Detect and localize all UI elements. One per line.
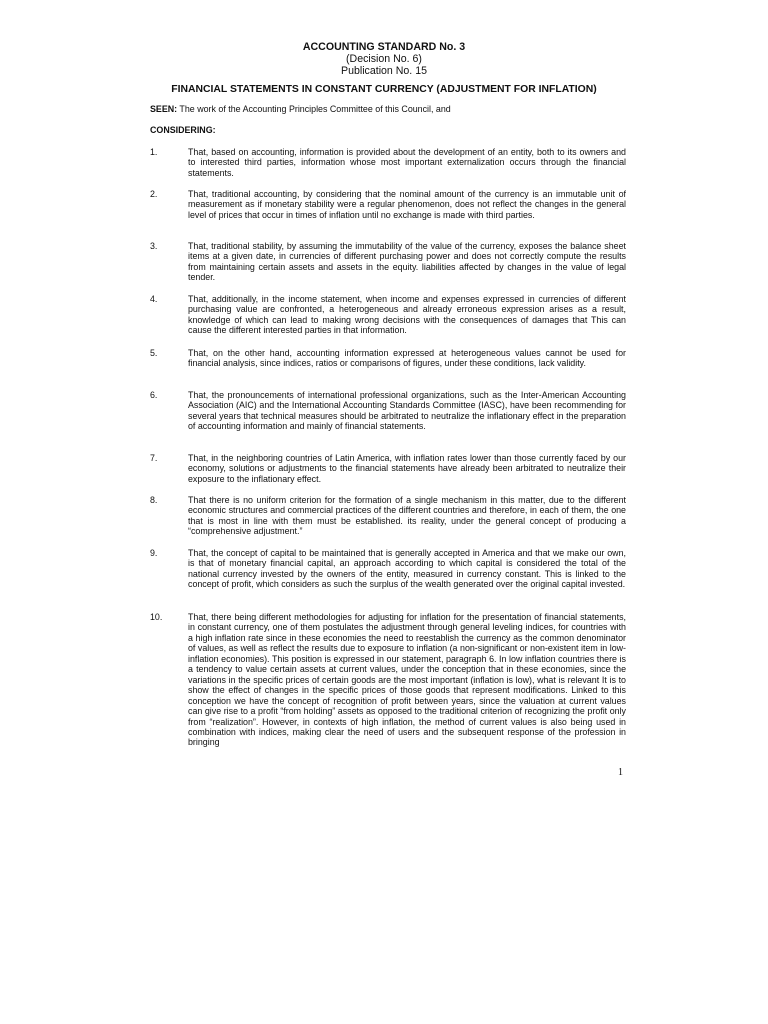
item-number: 1.	[150, 147, 158, 157]
item-text: That, the pronouncements of international professional organizations, such as the Inter-American Accounting Association (AIC) and the International Accounting Standards Committee (IASC), have been recommending for several years that technical measures should be arbitrated to neutralize the inflationary effect in the preparation of accounting information and mainly of financial statements.	[188, 390, 626, 432]
item-number: 10.	[150, 612, 163, 622]
item-text: That, in the neighboring countries of Latin America, with inflation rates lower than those currently faced by our economy, solutions or adjustments to the financial statements have already been arbitrated to neutralize their exposure to the inflationary effect.	[188, 453, 626, 484]
decision-number: (Decision No. 6)	[346, 53, 422, 65]
item-text: That, additionally, in the income statement, when income and expenses expressed in currencies of different purchasing value are confronted, a heterogeneous and already erroneous expression arises as a result, knowledge of which can lead to making wrong decisions with the consequences of damages that This can cause the different interested parties in that information.	[188, 294, 626, 336]
item-number: 3.	[150, 241, 158, 251]
item-text: That, there being different methodologies for adjusting for inflation for the presentation of financial statements, in constant currency, one of them postulates the adjustment through general leveling indices, for countries with a high inflation rate since in these economies the need to reestablish the currency as the common denominator of values, as well as reflect the results due to exposure to inflation (a non-significant or non-existent item in low-inflation economies). This position is expressed in our statement, paragraph 6. In low inflation countries there is a tendency to value certain assets at current values, under the conception that in these economies, since the variations in the specific prices of certain goods are the most important (inflation is low), what is relevant It is to show the effect of changes in the specific prices of those goods that represent modifications. Linked to this conception we have the concept of recognition of profit between years, since the valuation at current values can give rise to a profit “from holding” assets as opposed to the traditional criterion of recognizing the profit only from “realization”. However, in contexts of high inflation, the method of current values is also being used in combination with indices, making clear the need of users and the subsequent response of the profession in bringing	[188, 612, 626, 748]
seen-text: The work of the Accounting Principles Committee of this Council, and	[177, 104, 451, 114]
item-number: 9.	[150, 548, 158, 558]
publication-number: Publication No. 15	[341, 65, 427, 77]
considering-label-text: CONSIDERING:	[150, 125, 216, 135]
item-text: That, on the other hand, accounting information expressed at heterogeneous values cannot be used for financial analysis, since indices, ratios or comparisons of figures, under these conditions, lack validity.	[188, 348, 626, 369]
item-number: 2.	[150, 189, 158, 199]
seen-label: SEEN:	[150, 104, 178, 114]
document-title: ACCOUNTING STANDARD No. 3	[302, 41, 466, 53]
item-number: 5.	[150, 348, 158, 358]
item-text: That, traditional accounting, by considering that the nominal amount of the currency is an immutable unit of measurement as if monetary stability were a regular phenomenon, does not reflect the changes in the general level of prices that occur in times of inflation until no exchange is made with third parties.	[188, 189, 626, 220]
item-number: 8.	[150, 495, 158, 505]
item-number: 6.	[150, 390, 158, 400]
item-text: That, the concept of capital to be maintained that is generally accepted in America and that we make our own, is that of monetary financial capital, an approach according to which capital is considered the total of the national currency invested by the owners of the entity, measured in currency constant. This is linked to the concept of profit, which considers as such the surplus of the wealth generated over the original capital invested.	[188, 548, 626, 590]
item-number: 7.	[150, 453, 158, 463]
item-text: That, based on accounting, information is provided about the development of an entity, both to its owners and to interested third parties, information whose most important externalization occurs through the financial statements.	[188, 147, 626, 178]
seen-paragraph	[150, 104, 451, 115]
item-number: 4.	[150, 294, 158, 304]
item-text: That there is no uniform criterion for the formation of a single mechanism in this matter, due to the different economic structures and commercial practices of the different countries and therefore, in each of them, the one that is most in line with them must be established. its reality, under the general concept of producing a “comprehensive adjustment.”	[188, 495, 626, 537]
considering-label	[150, 125, 216, 136]
document-subtitle: FINANCIAL STATEMENTS IN CONSTANT CURRENCY (ADJUSTMENT FOR INFLATION)	[171, 84, 597, 95]
item-text: That, traditional stability, by assuming the immutability of the value of the currency, exposes the balance sheet items at a given date, in currencies of different purchasing power and does not correctly compute the results from maintaining certain assets and assets in the equity. liabilities affected by changes in the value of legal tender.	[188, 241, 626, 283]
page-number: 1	[618, 767, 623, 778]
